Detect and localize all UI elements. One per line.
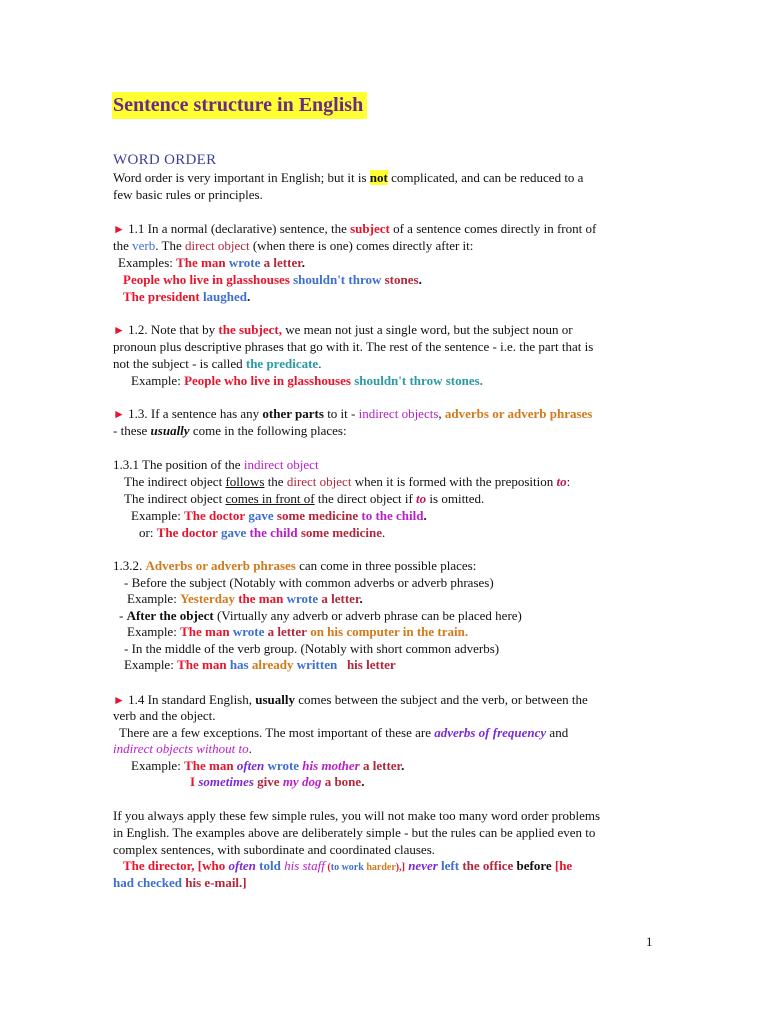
text: gave [248, 508, 274, 523]
text: The president [123, 289, 200, 304]
text: I [190, 774, 196, 789]
text: the child [249, 525, 298, 540]
text: : [566, 474, 571, 489]
term-verb: verb [132, 238, 156, 253]
text: . [301, 255, 306, 270]
text: 1.3.2. [113, 558, 146, 573]
text: There are a few exceptions. The most important of these are [119, 725, 435, 740]
text: The man [176, 255, 226, 270]
term-indirect-objects: indirect objects [358, 406, 439, 421]
term-direct-object: direct object [184, 238, 250, 253]
closing-example-line-1 [123, 858, 572, 876]
text: comes between the subject and the verb, or between the [294, 692, 588, 707]
term-indirect-object: indirect object [243, 457, 319, 472]
text: . [382, 525, 386, 540]
text: has [229, 657, 249, 672]
text: (Virtually any adverb or adverb phrase can be placed here) [213, 608, 522, 623]
text: 1.2. Note that by [124, 322, 219, 337]
text: to it - [323, 406, 359, 421]
text: often [228, 858, 256, 873]
text: is omitted. [426, 491, 485, 506]
text: 1.1 In a normal (declarative) sentence, the [124, 221, 351, 236]
rule-1-4-line-2: verb and the object. [113, 708, 216, 723]
text: of a sentence comes directly in front of [389, 221, 597, 236]
text: . [401, 758, 405, 773]
text: Example: [127, 624, 181, 639]
term-adverbs: Adverbs or adverb phrases [145, 558, 296, 573]
text: . [423, 508, 427, 523]
rule-1-1-example-3 [123, 289, 250, 305]
text: gave [220, 525, 247, 540]
term-to: to [556, 474, 567, 489]
term-indirect-objects-without-to: indirect objects without to [113, 741, 249, 756]
rule-1-4-example-2 [190, 774, 364, 790]
text: a letter [263, 255, 302, 270]
text: can come in three possible places: [295, 558, 477, 573]
text: The man [177, 657, 227, 672]
text: his letter [346, 657, 396, 672]
term-predicate: the predicate [245, 356, 319, 371]
text: his staff [284, 858, 325, 873]
text: 1.4 In standard English, [124, 692, 256, 707]
rule-1-3-2-line-2: - Before the subject (Notably with common adverbs or adverb phrases) [124, 575, 494, 590]
text: often [236, 758, 265, 773]
text: follows [225, 474, 265, 489]
text: before [513, 858, 552, 873]
text: ),] [395, 862, 405, 873]
term-subject: the subject, [218, 322, 282, 337]
rule-1-4-line-4 [113, 741, 252, 757]
text: 1.3. If a sentence has any [124, 406, 263, 421]
text: a letter [362, 758, 402, 773]
text: on his computer in the train. [310, 624, 469, 639]
term-after-object: After the object [126, 608, 214, 623]
text: The doctor [184, 508, 246, 523]
text: the [264, 474, 287, 489]
rule-1-3-1-example-1 [131, 508, 427, 524]
text: and [546, 725, 569, 740]
rule-1-3-2-line-4 [119, 608, 522, 624]
page-title: Sentence structure in English [112, 92, 367, 119]
rule-1-2-line-2: pronoun plus descriptive phrases that go with it. The rest of the sentence - i.e. the part that is [113, 339, 594, 354]
rule-1-2-line-1 [113, 322, 573, 338]
rule-1-3-2-example-3 [124, 657, 396, 673]
text: the office [459, 858, 514, 873]
term-direct-object: direct object [286, 474, 352, 489]
text: The man [180, 624, 230, 639]
term-to: to [416, 491, 427, 506]
text: - these [113, 423, 151, 438]
text: Yesterday [180, 591, 235, 606]
highlight-not: not [369, 170, 388, 185]
closing-line-3: complex sentences, with subordinate and coordinated clauses. [113, 842, 436, 857]
text: ( [324, 862, 331, 873]
rule-1-3-2-heading [113, 558, 476, 574]
text: the man [238, 591, 284, 606]
text: The doctor [156, 525, 218, 540]
rule-1-2-line-3 [113, 356, 321, 372]
rule-1-1-example-1 [118, 255, 305, 271]
text: his e-mail.] [181, 875, 247, 890]
text: we mean not just a single word, but the subject noun or [281, 322, 573, 337]
rule-1-3-line-2 [113, 423, 347, 439]
text: The indirect object [124, 491, 226, 506]
rule-1-3-line-1 [113, 406, 592, 422]
rule-1-2-example [131, 373, 483, 389]
text: some medicine [276, 508, 359, 523]
text: Word order is very important in English; but it is [113, 170, 370, 185]
text: a bone [324, 774, 362, 789]
text: - [119, 608, 127, 623]
text: stones [384, 272, 419, 287]
rule-1-1-line-2 [113, 238, 473, 254]
text: to work [330, 862, 364, 873]
text: . [247, 289, 251, 304]
text: his mother [302, 758, 360, 773]
text: had checked [113, 875, 182, 890]
text: Example: [124, 657, 178, 672]
text: Example: [131, 508, 185, 523]
text: to the child [361, 508, 424, 523]
text: comes in front of [225, 491, 315, 506]
text: . [359, 591, 363, 606]
rule-1-3-1-example-2 [139, 525, 385, 541]
intro-line-1 [113, 170, 583, 186]
text: already [251, 657, 294, 672]
text: sometimes [198, 774, 254, 789]
rule-1-3-1-line-3 [124, 491, 484, 507]
text: Example: [127, 591, 181, 606]
text: wrote [267, 758, 300, 773]
text: give [257, 774, 280, 789]
text: Example: [131, 758, 185, 773]
closing-example-line-2 [113, 875, 247, 891]
term-adverbs-of-frequency: adverbs of frequency [434, 725, 547, 740]
arrow-icon: ► [113, 222, 125, 236]
text: . The [155, 238, 185, 253]
text: . [318, 356, 322, 371]
text: , [438, 406, 445, 421]
text: never [404, 858, 438, 873]
text: . [361, 774, 365, 789]
text: some medicine [300, 525, 383, 540]
arrow-icon: ► [113, 407, 125, 421]
text: People who live in glasshouses [184, 373, 351, 388]
text: 1.3.1 The position of the [113, 457, 244, 472]
rule-1-3-1-line-2 [124, 474, 570, 490]
text: The indirect object [124, 474, 226, 489]
text: come in the following places: [189, 423, 347, 438]
arrow-icon: ► [113, 323, 125, 337]
text: not the subject - is called [113, 356, 246, 371]
text: laughed [202, 289, 248, 304]
text: Examples: [118, 255, 177, 270]
text: left [437, 858, 460, 873]
term-subject: subject [350, 221, 390, 236]
text: The man [184, 758, 234, 773]
text: wrote [286, 591, 319, 606]
text: a letter [321, 591, 360, 606]
text: People who live in glasshouses [123, 272, 290, 287]
closing-line-1: If you always apply these few simple rules, you will not make too many word order problems [113, 808, 601, 823]
text: told [255, 858, 285, 873]
text: a letter [267, 624, 307, 639]
rule-1-4-example-1 [131, 758, 404, 774]
text: shouldn't throw stones [354, 373, 480, 388]
arrow-icon: ► [113, 693, 125, 707]
text: complicated, and can be reduced to a [387, 170, 584, 185]
rule-1-4-line-1 [113, 692, 588, 708]
text: or: [139, 525, 157, 540]
term-usually: usually [255, 692, 295, 707]
term-other-parts: other parts [262, 406, 324, 421]
text: shouldn't throw [293, 272, 382, 287]
rule-1-3-2-line-6: - In the middle of the verb group. (Notably with short common adverbs) [124, 641, 500, 656]
rule-1-4-line-3 [119, 725, 568, 741]
rule-1-3-2-example-1 [127, 591, 363, 607]
text: my dog [282, 774, 322, 789]
text: (when there is one) comes directly after it: [249, 238, 474, 253]
page-number: 1 [646, 934, 653, 949]
rule-1-1-example-2 [123, 272, 422, 288]
text: The director, [123, 858, 195, 873]
text: . [248, 741, 252, 756]
text: the [113, 238, 133, 253]
text: the direct object if [314, 491, 417, 506]
term-adverbs: adverbs or adverb phrases [444, 406, 593, 421]
text: harder [363, 862, 396, 873]
text: written [296, 657, 338, 672]
rule-1-3-2-example-2 [127, 624, 468, 640]
text: [he [551, 858, 573, 873]
rule-1-3-1-heading [113, 457, 319, 473]
intro-line-2: few basic rules or principles. [113, 187, 263, 202]
term-usually: usually [150, 423, 190, 438]
text: Example: [131, 373, 185, 388]
text: [who [194, 858, 229, 873]
rule-1-1-line-1 [113, 221, 596, 237]
text: . [418, 272, 422, 287]
text: . [479, 373, 483, 388]
text: wrote [232, 624, 265, 639]
section-heading: WORD ORDER [113, 152, 217, 168]
text: when it is formed with the preposition [351, 474, 557, 489]
closing-line-2: in English. The examples above are deliberately simple - but the rules can be applied even to [113, 825, 596, 840]
text: wrote [228, 255, 261, 270]
